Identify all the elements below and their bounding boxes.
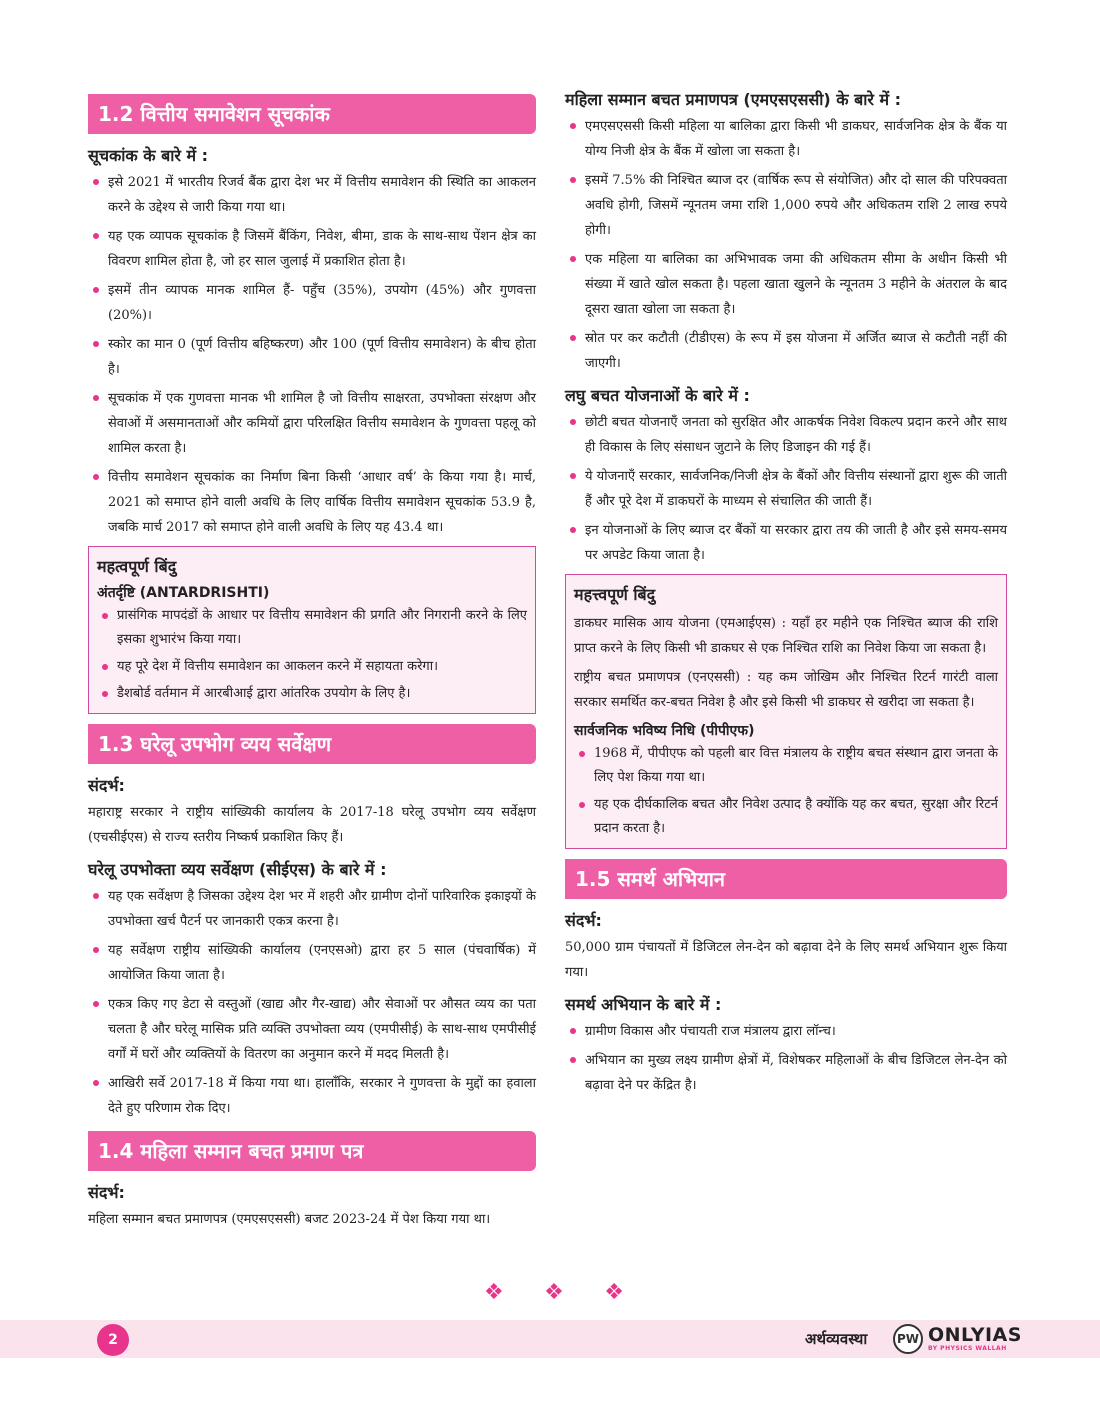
context-text: महाराष्ट्र सरकार ने राष्ट्रीय सांख्यिकी कार्यालय के 2017-18 घरेलू उपभोग व्यय सर्वेक्षण (एचसीईएस) से राज्य स्तरीय निष्कर्ष प्रकाशित किए हैं।	[88, 805, 536, 845]
list-item: ये योजनाएँ सरकार, सार्वजनिक/निजी क्षेत्र के बैंकों और वित्तीय संस्थानों द्वारा शुरू की जाती हैं और पूरे देश में डाकघरों के माध्यम से संचालित की जाती हैं।	[565, 464, 1007, 514]
logo-text	[928, 1326, 1022, 1352]
page-number: 2	[97, 1324, 129, 1356]
bullet-list	[565, 1019, 1007, 1098]
context-text: 50,000 ग्राम पंचायतों में डिजिटल लेन-देन को बढ़ावा देने के लिए समर्थ अभियान शुरू किया गया।	[565, 940, 1007, 980]
bullet-list	[97, 604, 527, 706]
left-column	[88, 84, 536, 1238]
list-item: आखिरी सर्वे 2017-18 में किया गया था। हालाँकि, सरकार ने गुणवत्ता के मुद्दों का हवाला देते हुए परिणाम रोक दिए।	[88, 1071, 536, 1121]
list-item: यह एक व्यापक सूचकांक है जिसमें बैंकिंग, निवेश, बीमा, डाक के साथ-साथ पेंशन क्षेत्र का विवरण शामिल होता है, जो हर साल जुलाई में प्रकाशित होता है।	[88, 224, 536, 274]
key-points-box	[565, 574, 1007, 849]
list-item: इसमें तीन व्यापक मानक शामिल हैं- पहुँच (35%), उपयोग (45%) और गुणवत्ता (20%)।	[88, 278, 536, 328]
section-divider	[484, 1280, 624, 1305]
bullet-list	[574, 742, 998, 841]
subheading-context: संदर्भ:	[88, 1183, 125, 1202]
context-text: महिला सम्मान बचत प्रमाणपत्र (एमएसएससी) बजट 2023-24 में पेश किया गया था।	[88, 1212, 491, 1227]
subheading-small-savings-about: लघु बचत योजनाओं के बारे में :	[565, 386, 750, 405]
list-item: सूचकांक में एक गुणवत्ता मानक भी शामिल है जो वित्तीय साक्षरता, उपभोक्ता संरक्षण और सेवाओं में असमानताओं और कमियों द्वारा परिलक्षित वित्तीय समावेशन के गुणवत्ता पहलू को शामिल करता है।	[88, 386, 536, 461]
brand-logo	[893, 1324, 1022, 1354]
subheading-samarth-about: समर्थ अभियान के बारे में :	[565, 995, 722, 1014]
list-item: स्कोर का मान 0 (पूर्ण वित्तीय बहिष्करण) और 100 (पूर्ण वित्तीय समावेशन) के बीच होता है।	[88, 332, 536, 382]
subject-label: अर्थव्यवस्था	[805, 1330, 868, 1348]
list-item: एकत्र किए गए डेटा से वस्तुओं (खाद्य और गैर-खाद्य) और सेवाओं पर औसत व्यय का पता चलता है और घरेलू मासिक प्रति व्यक्ति उपभोक्ता व्यय (एमपीसीई) के साथ-साथ एमपीसीई वर्गों में घरों और व्यक्तियों के वितरण का अनुमान करने में मदद मिलती है।	[88, 992, 536, 1067]
list-item: प्रासंगिक मापदंडों के आधार पर वित्तीय समावेशन की प्रगति और निगरानी करने के लिए इसका शुभारंभ किया गया।	[97, 604, 527, 652]
list-item: इसे 2021 में भारतीय रिजर्व बैंक द्वारा देश भर में वित्तीय समावेशन की स्थिति का आकलन करने के उद्देश्य से जारी किया गया था।	[88, 170, 536, 220]
section-heading-1-2: 1.2 वित्तीय समावेशन सूचकांक	[88, 94, 536, 134]
list-item: अभियान का मुख्य लक्ष्य ग्रामीण क्षेत्रों में, विशेषकर महिलाओं के बीच डिजिटल लेन-देन को बढ़ावा देने पर केंद्रित है।	[565, 1048, 1007, 1098]
diamond-icon: ❖	[484, 1280, 504, 1305]
list-item: वित्तीय समावेशन सूचकांक का निर्माण बिना किसी ‘आधार वर्ष’ के किया गया है। मार्च, 2021 को समाप्त होने वाली अवधि के लिए वार्षिक वित्तीय समावेशन सूचकांक 53.9 है, जबकि मार्च 2017 को समाप्त होने वाली अवधि के लिए यह 43.4 था।	[88, 465, 536, 540]
subheading-mssc-about: महिला सम्मान बचत प्रमाणपत्र (एमएसएससी) के बारे में :	[565, 90, 902, 109]
subheading-index-about: सूचकांक के बारे में :	[88, 146, 209, 165]
box-paragraph: राष्ट्रीय बचत प्रमाणपत्र (एनएससी) : यह कम जोखिम और निश्चित रिटर्न गारंटी वाला सरकार समर्थित कर-बचत निवेश है और इसे किसी भी डाकघर से खरीदा जा सकता है।	[574, 670, 998, 710]
subheading-context: संदर्भ:	[88, 776, 125, 795]
list-item: यह सर्वेक्षण राष्ट्रीय सांख्यिकी कार्यालय (एनएसओ) द्वारा हर 5 साल (पंचवार्षिक) में आयोजित किया जाता है।	[88, 938, 536, 988]
list-item: यह पूरे देश में वित्तीय समावेशन का आकलन करने में सहायता करेगा।	[97, 655, 527, 679]
section-heading-1-5: 1.5 समर्थ अभियान	[565, 859, 1007, 899]
key-points-box	[88, 546, 536, 714]
box-paragraph: डाकघर मासिक आय योजना (एमआईएस) : यहाँ हर महीने एक निश्चित ब्याज की राशि प्राप्त करने के लिए किसी भी डाकघर से एक निश्चित राशि का निवेश किया जा सकता है।	[574, 616, 998, 656]
list-item: डैशबोर्ड वर्तमान में आरबीआई द्वारा आंतरिक उपयोग के लिए है।	[97, 682, 527, 706]
logo-main-text: ONLYIAS	[928, 1324, 1022, 1346]
logo-sub-text: BY PHYSICS WALLAH	[928, 1345, 1007, 1352]
subheading-context: संदर्भ:	[565, 911, 602, 930]
list-item: स्रोत पर कर कटौती (टीडीएस) के रूप में इस योजना में अर्जित ब्याज से कटौती नहीं की जाएगी।	[565, 326, 1007, 376]
box-title: महत्त्वपूर्ण बिंदु	[574, 585, 656, 604]
list-item: यह एक दीर्घकालिक बचत और निवेश उत्पाद है क्योंकि यह कर बचत, सुरक्षा और रिटर्न प्रदान करता है।	[574, 793, 998, 841]
bullet-list	[88, 170, 536, 540]
list-item: एमएसएससी किसी महिला या बालिका द्वारा किसी भी डाकघर, सार्वजनिक क्षेत्र के बैंक या योग्य निजी क्षेत्र के बैंक में खोला जा सकता है।	[565, 114, 1007, 164]
list-item: ग्रामीण विकास और पंचायती राज मंत्रालय द्वारा लॉन्च।	[565, 1019, 1007, 1044]
bullet-list	[88, 884, 536, 1121]
right-column	[565, 88, 1007, 1102]
box-subheading: अंतर्दृष्टि (ANTARDRISHTI)	[97, 585, 270, 601]
list-item: यह एक सर्वेक्षण है जिसका उद्देश्य देश भर में शहरी और ग्रामीण दोनों पारिवारिक इकाइयों के उपभोक्ता खर्च पैटर्न पर जानकारी एकत्र करना है।	[88, 884, 536, 934]
section-heading-1-3: 1.3 घरेलू उपभोग व्यय सर्वेक्षण	[88, 724, 536, 764]
list-item: एक महिला या बालिका का अभिभावक जमा की अधिकतम सीमा के अधीन किसी भी संख्या में खाते खोल सकता है। पहला खाता खुलने के न्यूनतम 3 महीने के अंतराल के बाद दूसरा खाता खोला जा सकता है।	[565, 247, 1007, 322]
box-title: महत्वपूर्ण बिंदु	[97, 557, 177, 576]
pw-logo-icon: PW	[893, 1324, 923, 1354]
subheading-ces-about: घरेलू उपभोक्ता व्यय सर्वेक्षण (सीईएस) के बारे में :	[88, 860, 387, 879]
list-item: छोटी बचत योजनाएँ जनता को सुरक्षित और आकर्षक निवेश विकल्प प्रदान करने और साथ ही विकास के लिए संसाधन जुटाने के लिए डिजाइन की गई हैं।	[565, 410, 1007, 460]
section-heading-1-4: 1.4 महिला सम्मान बचत प्रमाण पत्र	[88, 1131, 536, 1171]
bullet-list	[565, 114, 1007, 376]
list-item: इन योजनाओं के लिए ब्याज दर बैंकों या सरकार द्वारा तय की जाती है और इसे समय-समय पर अपडेट किया जाता है।	[565, 518, 1007, 568]
diamond-icon: ❖	[604, 1280, 624, 1305]
box-subheading: सार्वजनिक भविष्य निधि (पीपीएफ)	[574, 723, 755, 739]
list-item: 1968 में, पीपीएफ को पहली बार वित्त मंत्रालय के राष्ट्रीय बचत संस्थान द्वारा जनता के लिए पेश किया गया था।	[574, 742, 998, 790]
diamond-icon: ❖	[544, 1280, 564, 1305]
bullet-list	[565, 410, 1007, 568]
list-item: इसमें 7.5% की निश्चित ब्याज दर (वार्षिक रूप से संयोजित) और दो साल की परिपक्वता अवधि होगी, जिसमें न्यूनतम जमा राशि 1,000 रुपये और अधिकतम राशि 2 लाख रुपये होगी।	[565, 168, 1007, 243]
